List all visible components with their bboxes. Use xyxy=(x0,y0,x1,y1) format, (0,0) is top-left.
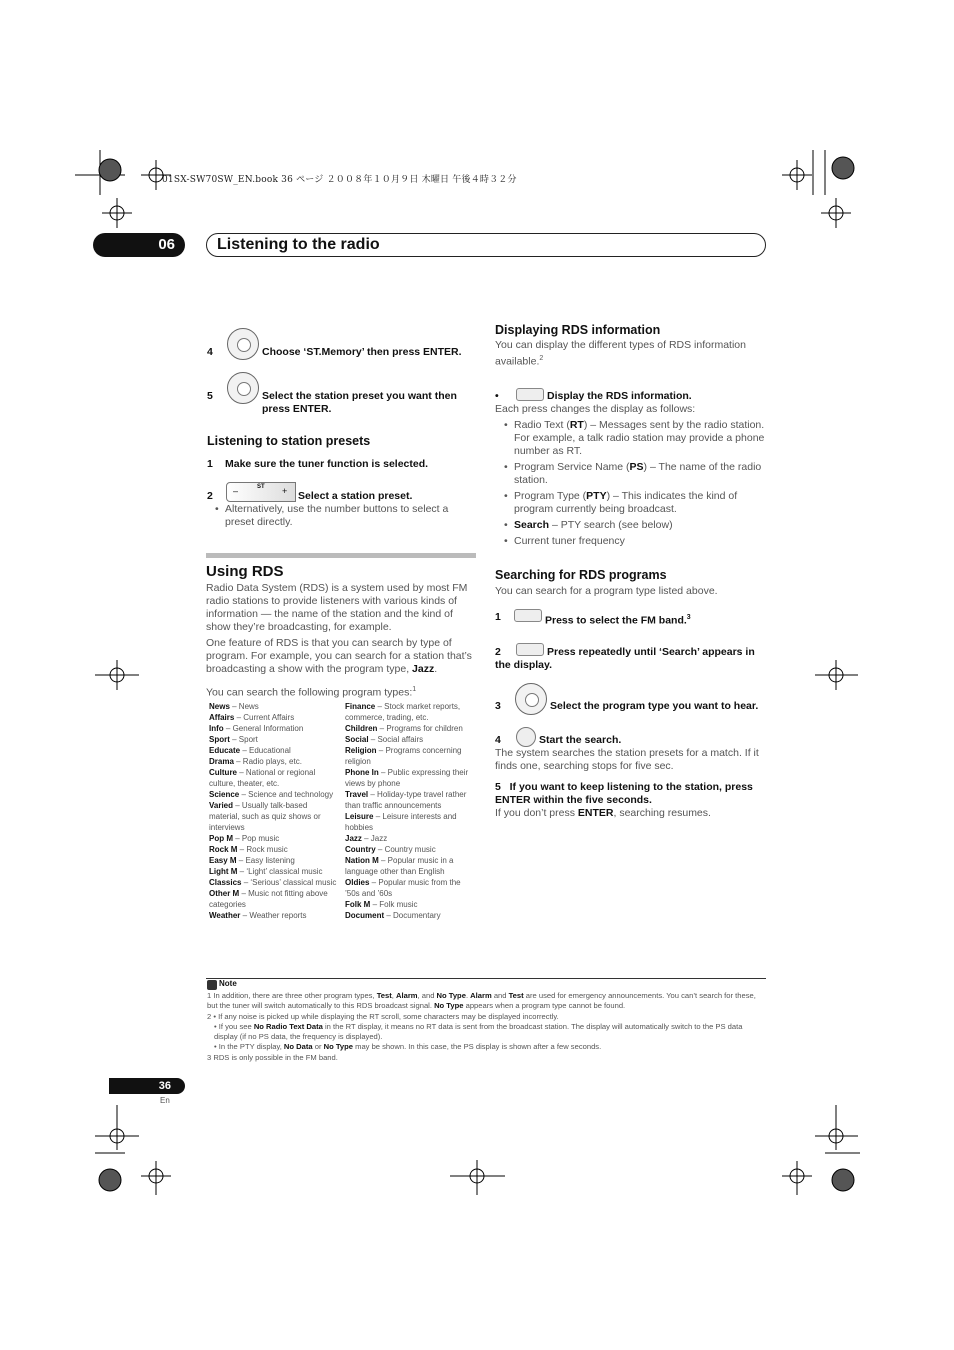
program-type-item: Pop M – Pop music xyxy=(209,834,280,843)
program-type-item: Country – Country music xyxy=(345,845,436,854)
program-types-left-list xyxy=(209,701,339,921)
searching-rds-heading: Searching for RDS programs xyxy=(495,568,667,582)
preset-step-1-text: Make sure the tuner function is selected. xyxy=(225,458,429,470)
program-type-item: Rock M – Rock music xyxy=(209,845,288,854)
program-type-item: Social – Social affairs xyxy=(345,735,424,744)
rds-intro-paragraph: Radio Data System (RDS) is a system used by most FM radio stations to provide listeners with various kinds of information — the name of the station and the kind of show they’re broadcasting, for example. xyxy=(206,582,468,633)
program-type-item: Phone In – Public expressing their views by phone xyxy=(345,768,469,788)
program-type-item: Culture – National or regional culture, theater, etc. xyxy=(209,768,316,788)
section-divider xyxy=(206,553,476,558)
search-step-5-text: 5 If you want to keep listening to the station, press ENTER within the five seconds. xyxy=(495,781,753,806)
preset-step-2-number: 2 xyxy=(207,490,213,502)
enter-button-icon xyxy=(516,727,536,747)
band-button-icon xyxy=(514,609,542,622)
preset-plus-glyph: + xyxy=(282,486,288,496)
search-step-4-text: Start the search. xyxy=(539,734,622,746)
display-mode-item: • Radio Text (RT) – Messages sent by the radio station. For example, a talk radio station may provide a phone number as RT. xyxy=(514,419,766,458)
search-step-5-body: If you don’t press ENTER, searching resumes. xyxy=(495,807,711,819)
search-step-4-body: The system searches the station presets for a match. If it finds one, searching stops for five sec. xyxy=(495,747,759,772)
preset-step-1-number: 1 xyxy=(207,458,213,470)
search-step-3-text: Select the program type you want to hear. xyxy=(550,700,759,712)
display-intro: You can display the different types of RDS information available.$^2$ xyxy=(495,339,746,368)
program-type-item: Classics – ‘Serious’ classical music xyxy=(209,878,337,887)
note-label: Note xyxy=(219,979,237,988)
step-5-number: 5 xyxy=(207,390,213,402)
dial-wheel-icon xyxy=(227,328,259,360)
display-step-text: Display the RDS information. xyxy=(547,390,692,402)
search-step-1-number: 1 xyxy=(495,611,501,623)
program-type-item: News – News xyxy=(209,702,259,711)
program-type-item: Jazz – Jazz xyxy=(345,834,388,843)
note-icon xyxy=(207,980,217,990)
program-type-item: Weather – Weather reports xyxy=(209,911,307,920)
chapter-title: Listening to the radio xyxy=(206,233,766,257)
program-type-item: Varied – Usually talk-based material, such as quiz shows or interviews xyxy=(209,801,321,832)
display-mode-item: • Program Service Name (PS) – The name of the radio station. xyxy=(514,461,766,487)
rds-search-paragraph: One feature of RDS is that you can search by type of program. For example, you can search for a station that’s broadcasting a show with the program type, Jazz. xyxy=(206,637,472,675)
station-preset-key-icon xyxy=(226,482,296,502)
program-type-item: Finance – Stock market reports, commerce, trading, etc. xyxy=(345,702,461,722)
file-header-line: 01SX-SW70SW_EN.book 36 ページ ２００８年１０月９日 木曜日 午後４時３２分 xyxy=(162,175,517,185)
search-intro: You can search for a program type listed above. xyxy=(495,585,718,597)
search-step-2-text: Press repeatedly until ‘Search’ appears in the display. xyxy=(495,646,755,671)
dial-wheel-icon xyxy=(227,372,259,404)
display-modes-list xyxy=(514,419,766,551)
search-step-2-number: 2 xyxy=(495,646,501,658)
display-mode-item: • Search – PTY search (see below) xyxy=(514,519,766,532)
program-type-item: Oldies – Popular music from the ’50s and ’60s xyxy=(345,878,461,898)
program-type-item: Drama – Radio plays, etc. xyxy=(209,757,302,766)
program-type-item: Document – Documentary xyxy=(345,911,441,920)
preset-st-label: ST xyxy=(257,484,265,490)
notes-divider xyxy=(206,978,766,979)
program-type-item: Easy M – Easy listening xyxy=(209,856,295,865)
display-each-press: Each press changes the display as follows: xyxy=(495,403,696,415)
program-type-item: Sport – Sport xyxy=(209,735,258,744)
program-type-item: Leisure – Leisure interests and hobbies xyxy=(345,812,457,832)
program-type-item: Other M – Music not fitting above categories xyxy=(209,889,328,909)
program-type-item: Affairs – Current Affairs xyxy=(209,713,295,722)
display-button-icon xyxy=(516,388,544,401)
presets-heading: Listening to station presets xyxy=(207,434,371,448)
program-type-item: Travel – Holiday-type travel rather than traffic announcements xyxy=(345,790,467,810)
preset-minus-glyph: – xyxy=(233,486,239,496)
using-rds-heading: Using RDS xyxy=(206,563,284,580)
step-4-number: 4 xyxy=(207,346,213,358)
program-types-right-list xyxy=(345,701,477,921)
notes-block: 1 In addition, there are three other program types, Test, Alarm, and No Type. Alarm and Test are used for emergency announcements. You can’t search for these, but the tuner will switch automatically to this RDS broadcast signal. No Type appears when a program type cannot be found. 2 • If any noise is picked up while displaying the RT scroll, some characters may be displayed incorrectly. • If you see No Radio Text Data in the RT display, it means no RT data is sent from the broadcast station. The display will automatically switch to the PS data display (if no PS data, the frequency is displayed). • In the PTY display, No Data or No Type may be shown. In this case, the PS display is shown after a few seconds. 3 RDS is only possible in the FM band. xyxy=(207,991,756,1062)
preset-step-2-text: Select a station preset. xyxy=(298,490,413,502)
program-type-item: Religion – Programs concerning religion xyxy=(345,746,462,766)
search-step-3-number: 3 xyxy=(495,700,501,712)
display-mode-item: • Current tuner frequency xyxy=(514,535,766,548)
search-step-1-text: Press to select the FM band.$^3$ xyxy=(545,614,691,627)
step-5-text: Select the station preset you want then press ENTER. xyxy=(262,390,457,415)
display-mode-item: • Program Type (PTY) – This indicates the kind of program currently being broadcast. xyxy=(514,490,766,516)
program-type-item: Folk M – Folk music xyxy=(345,900,418,909)
rds-types-intro: You can search the following program types:$^1$ xyxy=(206,686,417,699)
program-type-item: Light M – ‘Light’ classical music xyxy=(209,867,323,876)
search-step-4-number: 4 xyxy=(495,734,501,746)
page-language: En xyxy=(160,1096,170,1105)
chapter-number-tab: 06 xyxy=(93,233,185,257)
step-4-text: Choose ‘ST.Memory’ then press ENTER. xyxy=(262,346,462,358)
program-type-item: Children – Programs for children xyxy=(345,724,463,733)
program-type-item: Info – General Information xyxy=(209,724,304,733)
preset-bullet: • Alternatively, use the number buttons to select a preset directly. xyxy=(225,503,470,529)
program-type-item: Nation M – Popular music in a language other than English xyxy=(345,856,454,876)
program-type-item: Science – Science and technology xyxy=(209,790,334,799)
page-number: 36 xyxy=(109,1078,185,1094)
dial-wheel-icon xyxy=(515,683,547,715)
displaying-rds-heading: Displaying RDS information xyxy=(495,323,661,337)
program-type-item: Educate – Educational xyxy=(209,746,291,755)
